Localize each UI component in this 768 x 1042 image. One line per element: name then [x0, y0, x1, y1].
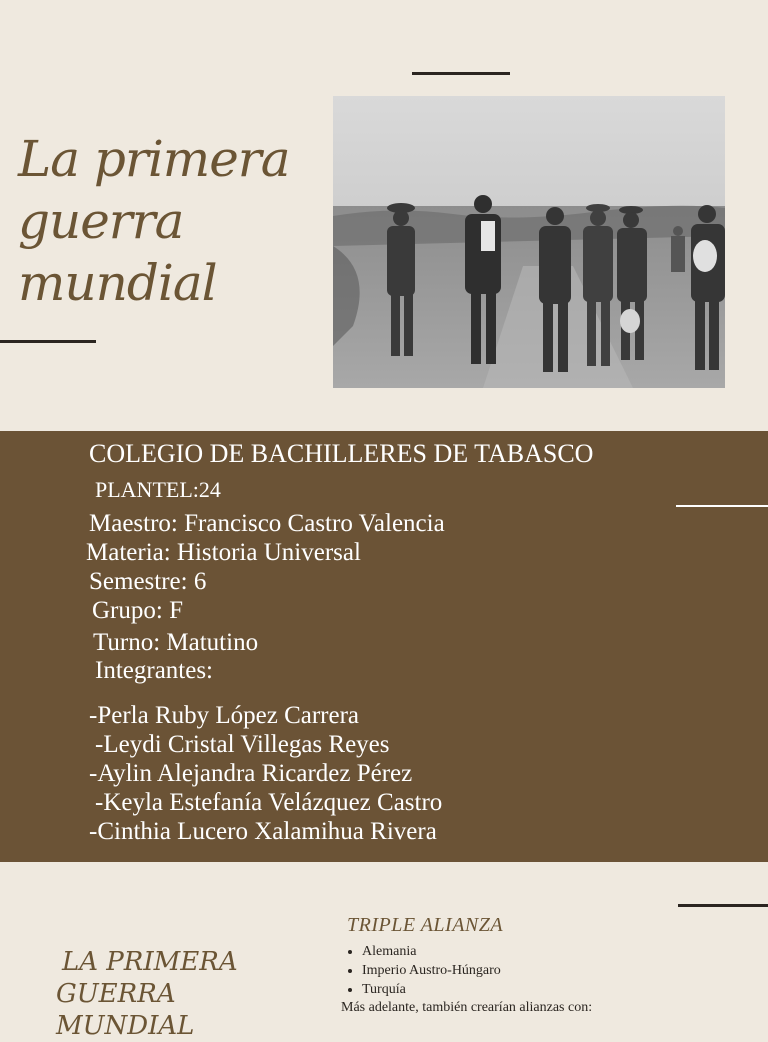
- school-name: COLEGIO DE BACHILLERES DE TABASCO: [89, 439, 594, 468]
- slide2-title-line-3: MUNDIAL: [56, 1011, 195, 1041]
- triple-alliance-list: [350, 942, 501, 999]
- slide-2: [0, 862, 768, 1041]
- title-divider: [0, 340, 96, 343]
- alliances-note: Más adelante, también crearían alianzas con:: [341, 1000, 593, 1015]
- war-photo: [333, 96, 725, 388]
- top-divider: [412, 72, 510, 75]
- group-label: Grupo: F: [92, 597, 183, 624]
- title-line-1: La primera: [18, 130, 290, 188]
- subject-label: Materia: Historia Universal: [86, 539, 361, 566]
- page-title: [18, 128, 328, 314]
- member-name: -Cinthia Lucero Xalamihua Rivera: [89, 818, 437, 845]
- teacher-label: Maestro: Francisco Castro Valencia: [89, 510, 445, 537]
- slide2-divider: [678, 904, 768, 907]
- shift-label: Turno: Matutino: [93, 629, 259, 656]
- members-heading: Integrantes:: [95, 657, 214, 684]
- triple-alliance-heading: TRIPLE ALIANZA: [347, 914, 504, 936]
- soldiers-photo-illustration: [333, 96, 725, 388]
- member-name: -Keyla Estefanía Velázquez Castro: [95, 789, 443, 816]
- title-line-3: mundial: [18, 254, 217, 312]
- list-item: • Alemania: [362, 942, 501, 961]
- plantel-label: PLANTEL:24: [95, 477, 221, 502]
- list-item: • Imperio Austro-Húngaro: [362, 961, 501, 980]
- semester-label: Semestre: 6: [89, 568, 207, 595]
- school-info-band: [0, 431, 768, 862]
- member-name: -Perla Ruby López Carrera: [89, 702, 360, 729]
- member-name: -Leydi Cristal Villegas Reyes: [95, 731, 390, 758]
- list-item: • Turquía: [362, 980, 501, 999]
- band-divider: [676, 505, 768, 507]
- slide2-title: [56, 946, 296, 1042]
- member-name: -Aylin Alejandra Ricardez Pérez: [89, 760, 413, 787]
- title-line-2: guerra: [18, 192, 184, 250]
- slide2-title-line-1: LA PRIMERA: [62, 947, 238, 977]
- slide2-title-line-2: GUERRA: [56, 979, 176, 1009]
